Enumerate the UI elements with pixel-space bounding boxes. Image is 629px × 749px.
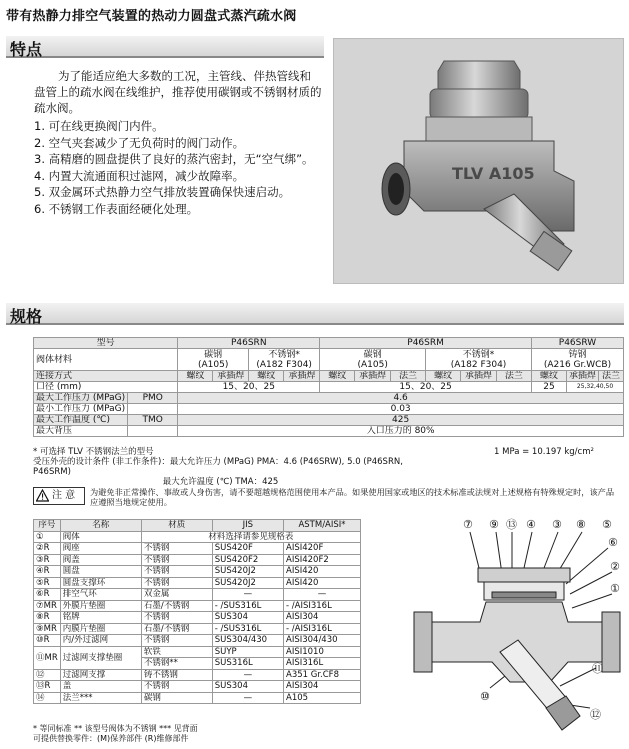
parts-header: 名称 xyxy=(60,520,141,532)
part-astm: — xyxy=(284,589,361,601)
callout: ⑬ xyxy=(506,518,517,531)
part-jis: SUS420F2 xyxy=(212,554,283,566)
spec-size: 15、20、25 xyxy=(178,382,320,393)
part-name: 阀体 xyxy=(60,531,141,543)
part-astm: AISI420F xyxy=(284,543,361,555)
spec-connection: 承插焊 xyxy=(284,371,320,382)
spec-model: P46SRN xyxy=(178,338,320,349)
part-name: 内/外过滤网 xyxy=(60,635,141,647)
spec-row-symbol xyxy=(128,404,178,415)
part-material: 不锈钢 xyxy=(141,566,212,578)
part-jis: — xyxy=(212,589,283,601)
outlet-flange-shape xyxy=(602,612,620,672)
spec-row-symbol: TMO xyxy=(128,415,178,426)
product-photo xyxy=(333,38,624,284)
spec-connection: 螺纹 xyxy=(249,371,284,382)
part-jis: SUS304/430 xyxy=(212,635,283,647)
spec-connection: 法兰 xyxy=(599,371,624,382)
parts-footnotes xyxy=(33,724,198,744)
parts-header: 序号 xyxy=(34,520,61,532)
part-name: 过滤网支撑 xyxy=(60,669,141,681)
spec-row-label: 最大工作温度 (℃) xyxy=(34,415,128,426)
spec-connection: 承插焊 xyxy=(213,371,249,382)
spec-material-label: 阀体材料 xyxy=(34,349,178,371)
parts-header-row xyxy=(34,520,361,532)
spec-note: * 可选择 TLV 不锈钢法兰的型号 xyxy=(33,447,154,457)
spec-row-value: 4.6 xyxy=(178,393,624,404)
cross-section-diagram xyxy=(400,512,624,742)
spec-row xyxy=(34,415,624,426)
spec-row xyxy=(34,426,624,437)
part-astm: AISI420 xyxy=(284,577,361,589)
spec-size-label: 口径 (mm) xyxy=(34,382,178,393)
callout: ③ xyxy=(552,518,562,531)
caution-label: 注 意 xyxy=(33,487,85,505)
spec-connection: 螺纹 xyxy=(426,371,461,382)
spec-connection: 承插焊 xyxy=(461,371,497,382)
parts-header: ASTM/AISI* xyxy=(284,520,361,532)
part-material: 碳钢 xyxy=(141,692,212,704)
unit-conversion: 1 MPa = 10.197 kg/cm² xyxy=(494,447,594,457)
part-material: 石墨/不锈钢 xyxy=(141,623,212,635)
spec-row-label: 最小工作压力 (MPaG) xyxy=(34,404,128,415)
spec-row-label: 最大工作压力 (MPaG) xyxy=(34,393,128,404)
part-no: ⑥R xyxy=(34,589,61,601)
part-jis: SUS304 xyxy=(212,612,283,624)
spec-connection: 螺纹 xyxy=(320,371,355,382)
part-no: ③R xyxy=(34,554,61,566)
spec-material-cell: 不锈钢* (A182 F304) xyxy=(249,349,320,371)
spec-size: 25,32,40,50 xyxy=(567,382,624,393)
part-astm: AISI304 xyxy=(284,612,361,624)
spec-note: 最大允许温度 (℃) TMA：425 xyxy=(33,477,279,487)
table-row xyxy=(34,600,361,612)
photo-label: TLV A105 xyxy=(452,164,535,183)
callout: ⑪ xyxy=(592,662,603,675)
spec-heading: 规格 xyxy=(10,307,43,326)
spec-row xyxy=(34,393,624,404)
table-row xyxy=(34,623,361,635)
spec-size: 25 xyxy=(531,382,566,393)
spec-row-value: 425 xyxy=(178,415,624,426)
part-no: ⑭ xyxy=(34,692,61,704)
features-list xyxy=(34,118,334,217)
part-no: ⑫ xyxy=(34,669,61,681)
part-name: 铭牌 xyxy=(60,612,141,624)
part-material: 不锈钢 xyxy=(141,612,212,624)
part-name: 盖 xyxy=(60,681,141,693)
spec-table xyxy=(33,337,624,437)
callout: ⑨ xyxy=(489,518,499,531)
part-name: 圆盘 xyxy=(60,566,141,578)
part-name: 法兰*** xyxy=(60,692,141,704)
part-material: 软铁 xyxy=(141,646,212,658)
table-row xyxy=(34,554,361,566)
callout: ⑫ xyxy=(590,708,601,721)
part-material: 不锈钢 xyxy=(141,635,212,647)
part-material: 不锈钢** xyxy=(141,658,212,670)
feature-item: 6. 不锈钢工作表面经硬化处理。 xyxy=(34,201,199,216)
spec-connection: 螺纹 xyxy=(531,371,566,382)
callout: ⑦ xyxy=(463,518,473,531)
part-astm: AISI1010 xyxy=(284,646,361,658)
spec-size-row xyxy=(34,382,624,393)
table-row xyxy=(34,612,361,624)
spec-model: P46SRW xyxy=(531,338,623,349)
part-material: 石墨/不锈钢 xyxy=(141,600,212,612)
spec-row-value: 入口压力的 80% xyxy=(178,426,624,437)
part-no: ⑦MR xyxy=(34,600,61,612)
spec-connection: 法兰 xyxy=(496,371,531,382)
spec-material-cell: 碳钢 (A105) xyxy=(178,349,249,371)
table-row xyxy=(34,681,361,693)
features-intro: 为了能适应绝大多数的工况，主管线、伴热管线和盘管上的疏水阀在线维护，推荐使用碳钢或不锈钢材质的疏水阀。 xyxy=(34,69,322,115)
table-row xyxy=(34,669,361,681)
spec-connection: 承插焊 xyxy=(567,371,599,382)
feature-item: 5. 双金属环式热静力空气排放装置确保快速启动。 xyxy=(34,185,291,199)
spec-connection: 螺纹 xyxy=(178,371,213,382)
part-no: ④R xyxy=(34,566,61,578)
spec-connection-row xyxy=(34,371,624,382)
part-jis: - /SUS316L xyxy=(212,600,283,612)
spec-size: 15、20、25 xyxy=(320,382,532,393)
parts-table xyxy=(33,519,361,704)
table-row xyxy=(34,543,361,555)
spec-notes xyxy=(33,447,433,487)
features-heading: 特点 xyxy=(10,40,43,59)
callout: ④ xyxy=(526,518,536,531)
part-no: ⑧R xyxy=(34,612,61,624)
features-heading-bar xyxy=(6,36,324,58)
part-jis: SUS420J2 xyxy=(212,577,283,589)
spec-connection: 承插焊 xyxy=(355,371,391,382)
spec-connection: 法兰 xyxy=(391,371,426,382)
part-jis: — xyxy=(212,669,283,681)
part-no: ⑤R xyxy=(34,577,61,589)
part-name: 排空气环 xyxy=(60,589,141,601)
table-row xyxy=(34,692,361,704)
part-astm: A105 xyxy=(284,692,361,704)
callout: ② xyxy=(610,560,620,573)
spec-model-label: 型号 xyxy=(34,338,178,349)
spec-row-value: 0.03 xyxy=(178,404,624,415)
part-no: ⑩R xyxy=(34,635,61,647)
part-jis: SUS420J2 xyxy=(212,566,283,578)
part-name: 内膜片垫圈 xyxy=(60,623,141,635)
table-row xyxy=(34,635,361,647)
table-row xyxy=(34,646,361,658)
table-row xyxy=(34,577,361,589)
part-no: ⑬R xyxy=(34,681,61,693)
spec-material-row xyxy=(34,349,624,371)
page-title: 带有热静力排空气装置的热动力圆盘式蒸汽疏水阀 xyxy=(6,9,297,24)
part-material: 不锈钢 xyxy=(141,543,212,555)
part-jis: SUS420F xyxy=(212,543,283,555)
parts-header: JIS xyxy=(212,520,283,532)
feature-item: 3. 高精磨的圆盘提供了良好的蒸汽密封，无“空气绑”。 xyxy=(34,152,314,166)
callout: ⑩ xyxy=(480,690,490,703)
spec-heading-bar xyxy=(6,303,624,325)
spec-material-cell: 碳钢 (A105) xyxy=(320,349,426,371)
parts-footnote: 可提供替换零件：(M)保养部件 (R)维修部件 xyxy=(33,734,189,743)
part-name: 阀座 xyxy=(60,543,141,555)
spec-material-cell: 铸钢 (A216 Gr.WCB) xyxy=(531,349,623,371)
callout: ⑥ xyxy=(608,536,618,549)
table-row xyxy=(34,589,361,601)
spec-row-label: 最大背压 xyxy=(34,426,128,437)
part-jis: — xyxy=(212,692,283,704)
spec-connection-label: 连接方式 xyxy=(34,371,178,382)
part-material-note: 材料选择请参见规格表 xyxy=(141,531,360,543)
table-row xyxy=(34,531,361,543)
part-jis: SUYP xyxy=(212,646,283,658)
part-name: 圆盘支撑环 xyxy=(60,577,141,589)
feature-item: 1. 可在线更换阀门内件。 xyxy=(34,119,164,133)
part-name: 外膜片垫圈 xyxy=(60,600,141,612)
parts-footnote: * 等同标准 ** 该型号阀体为不锈钢 *** 见背面 xyxy=(33,724,198,733)
part-no: ②R xyxy=(34,543,61,555)
disc-shape xyxy=(492,592,556,598)
callout: ① xyxy=(610,582,620,595)
part-no: ① xyxy=(34,531,61,543)
part-material: 铸不锈钢 xyxy=(141,669,212,681)
spec-row-symbol: PMO xyxy=(128,393,178,404)
feature-item: 4. 内置大流通面积过滤网，减少故障率。 xyxy=(34,168,245,183)
inlet-flange-shape xyxy=(414,612,432,672)
part-astm: A351 Gr.CF8 xyxy=(284,669,361,681)
parts-header: 材质 xyxy=(141,520,212,532)
part-name: 过滤网支撑垫圈 xyxy=(60,646,141,669)
spec-model-row xyxy=(34,338,624,349)
feature-item: 2. 空气夹套减少了无负荷时的阀门动作。 xyxy=(34,135,245,150)
part-astm: - /AISI316L xyxy=(284,600,361,612)
part-jis: SUS304 xyxy=(212,681,283,693)
cap-shape xyxy=(478,568,570,582)
part-astm: AISI304/430 xyxy=(284,635,361,647)
part-material: 不锈钢 xyxy=(141,577,212,589)
part-name: 阀盖 xyxy=(60,554,141,566)
spec-note: 受压外壳的设计条件 (非工作条件)：最大允许压力 (MPaG) PMA：4.6 (P46SRW), 5.0 (P46SRN, P46SRM) xyxy=(33,457,403,477)
part-astm: AISI316L xyxy=(284,658,361,670)
part-no: ⑪MR xyxy=(34,646,61,669)
spec-material-cell: 不锈钢* (A182 F304) xyxy=(426,349,532,371)
part-material: 不锈钢 xyxy=(141,681,212,693)
part-astm: AISI420F2 xyxy=(284,554,361,566)
callout: ⑤ xyxy=(602,518,612,531)
part-astm: AISI420 xyxy=(284,566,361,578)
part-astm: AISI304 xyxy=(284,681,361,693)
part-jis: - /SUS316L xyxy=(212,623,283,635)
table-row xyxy=(34,566,361,578)
part-jis: SUS316L xyxy=(212,658,283,670)
spec-row xyxy=(34,404,624,415)
callout: ⑧ xyxy=(576,518,586,531)
spec-row-symbol xyxy=(128,426,178,437)
part-material: 不锈钢 xyxy=(141,554,212,566)
spec-model: P46SRM xyxy=(320,338,532,349)
caution-text: 为避免非正常操作、事故或人身伤害，请不要超越规格范围使用本产品。如果使用国家或地区的技术标准或法规对上述规格有特殊规定时，该产品应遵照当地规定使用。 xyxy=(90,487,615,507)
part-no: ⑨MR xyxy=(34,623,61,635)
part-astm: - /AISI316L xyxy=(284,623,361,635)
part-material: 双金属 xyxy=(141,589,212,601)
